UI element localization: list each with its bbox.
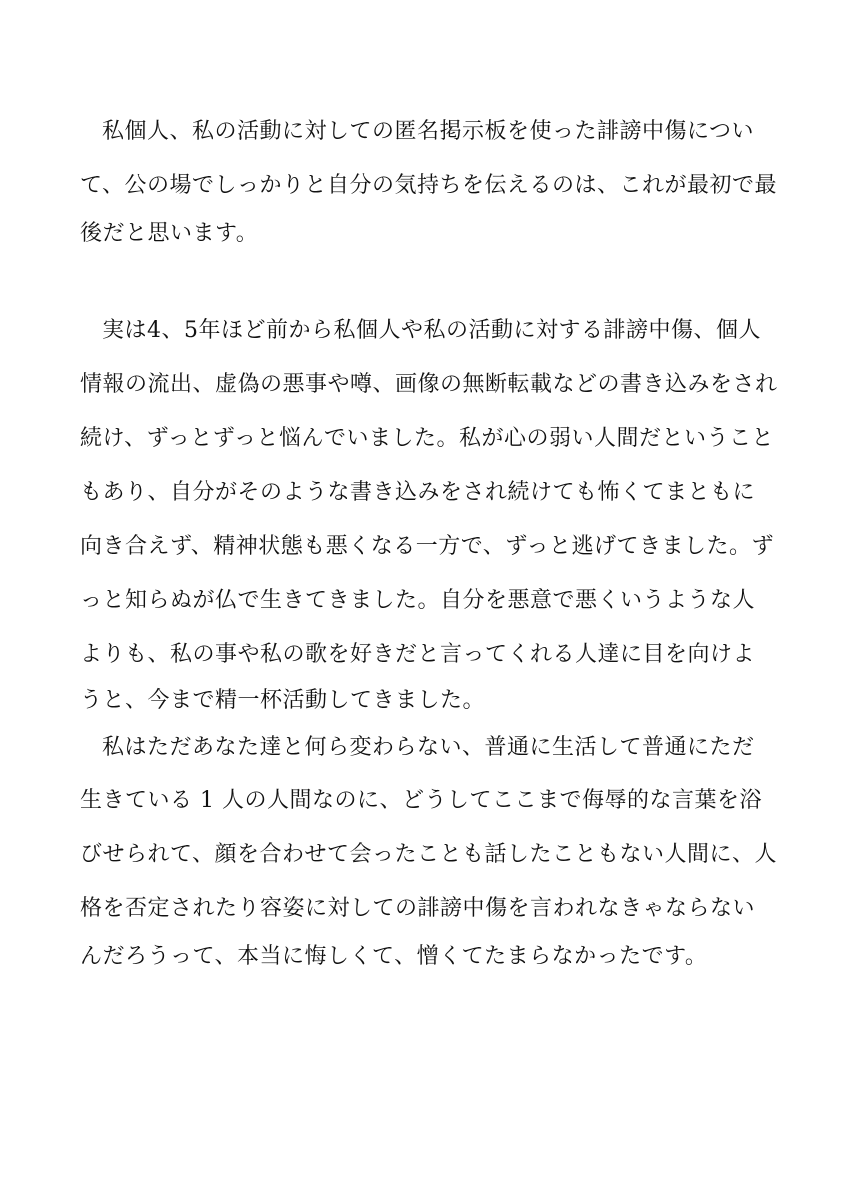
paragraph-1-line-2: て、公の場でしっかりと自分の気持ちを伝えるのは、これが最初で最 <box>80 173 778 198</box>
paragraph-2-line-8: うと、今まで精一杯活動してきました。 <box>80 688 486 713</box>
paragraph-3-line-4: 格を否定されたり容姿に対しての誹謗中傷を言われなきゃならない <box>80 896 756 921</box>
paragraph-2-line-1: 実は4、5年ほど前から私個人や私の活動に対する誹謗中傷、個人 <box>102 318 761 343</box>
paragraph-2-line-4: もあり、自分がそのような書き込みをされ続けても怖くてまともに <box>80 480 756 505</box>
paragraph-2-line-5: 向き合えず、精神状態も悪くなる一方で、ずっと逃げてきました。ず <box>80 534 774 559</box>
paragraph-3-line-3: びせられて、顔を合わせて会ったことも話したこともない人間に、人 <box>80 842 778 867</box>
paragraph-1-line-1: 私個人、私の活動に対しての匿名掲示板を使った誹謗中傷につい <box>102 119 755 144</box>
paragraph-2-line-6: っと知らぬが仏で生きてきました。自分を悪意で悪くいうような人 <box>80 588 756 613</box>
paragraph-3-line-1: 私はただあなた達と何ら変わらない、普通に生活して普通にただ <box>102 735 755 760</box>
paragraph-1-line-3: 後だと思います。 <box>80 221 259 246</box>
paragraph-3-line-2: 生きている 1 人の人間なのに、どうしてここまで侮辱的な言葉を浴 <box>80 788 762 813</box>
paragraph-2-line-3: 続け、ずっとずっと悩んでいました。私が心の弱い人間だということ <box>80 426 774 451</box>
paragraph-2-line-2: 情報の流出、虚偽の悪事や噂、画像の無断転載などの書き込みをされ <box>80 372 778 397</box>
paragraph-3-line-5: んだろうって、本当に悔しくて、憎くてたまらなかったです。 <box>80 944 708 969</box>
paragraph-2-line-7: よりも、私の事や私の歌を好きだと言ってくれる人達に目を向けよ <box>80 642 756 667</box>
